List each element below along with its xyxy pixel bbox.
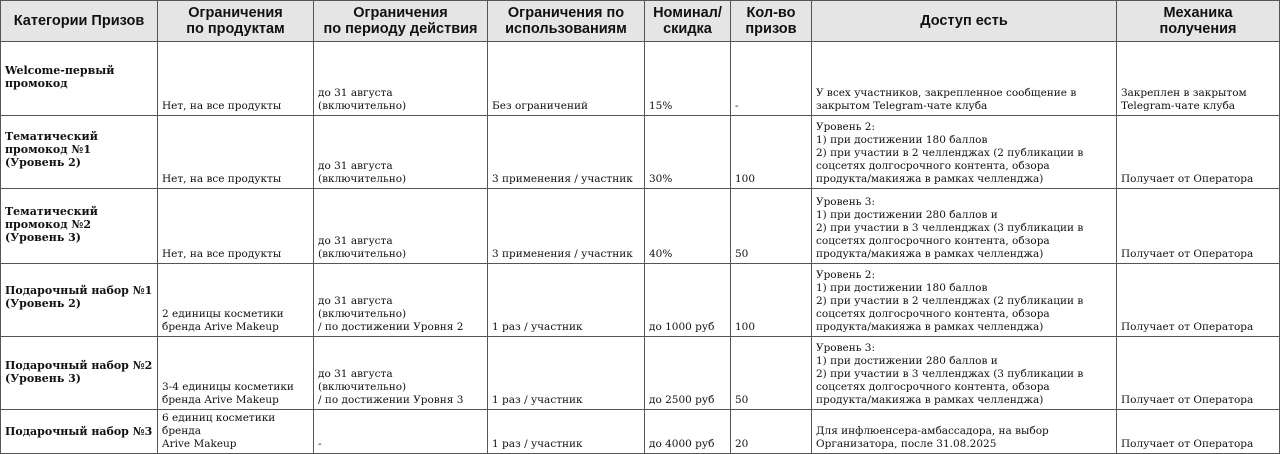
cell-mechanics: Закреплен в закрытом Telegram-чате клуба — [1117, 42, 1280, 116]
cell-mechanics: Получает от Оператора — [1117, 116, 1280, 189]
header-mechanics: Механика получения — [1117, 1, 1280, 42]
cell-usage: 3 применения / участник — [488, 189, 645, 264]
cell-products: Нет, на все продукты — [158, 42, 314, 116]
cell-products: 6 единиц косметики бренда Arive Makeup — [158, 410, 314, 454]
table-row — [1, 410, 1280, 454]
cell-access: Уровень 3: 1) при достижении 280 баллов и 2) при участии в 3 челленджах (3 публикации в соцсетях долгосрочного контента, обзора продукта/макияжа в рамках челленджа) — [812, 337, 1117, 410]
cell-products: Нет, на все продукты — [158, 116, 314, 189]
cell-mechanics: Получает от Оператора — [1117, 337, 1280, 410]
cell-period: до 31 августа (включительно) / по достижении Уровня 3 — [314, 337, 488, 410]
cell-products: 2 единицы косметики бренда Arive Makeup — [158, 264, 314, 337]
cell-category: Тематический промокод №1 (Уровень 2) — [1, 116, 158, 189]
cell-category: Тематический промокод №2 (Уровень 3) — [1, 189, 158, 264]
cell-count: 100 — [731, 264, 812, 337]
cell-count: 20 — [731, 410, 812, 454]
header-access: Доступ есть — [812, 1, 1117, 42]
cell-value: 15% — [645, 42, 731, 116]
cell-access: Для инфлюенсера-амбассадора, на выбор Организатора, после 31.08.2025 — [812, 410, 1117, 454]
cell-access: Уровень 3: 1) при достижении 280 баллов и 2) при участии в 3 челленджах (3 публикации в соцсетях долгосрочного контента, обзора продукта/макияжа в рамках челленджа) — [812, 189, 1117, 264]
cell-category: Подарочный набор №3 — [1, 410, 158, 454]
cell-usage: Без ограничений — [488, 42, 645, 116]
cell-category: Подарочный набор №2 (Уровень 3) — [1, 337, 158, 410]
cell-value: до 4000 руб — [645, 410, 731, 454]
cell-mechanics: Получает от Оператора — [1117, 264, 1280, 337]
cell-period: - — [314, 410, 488, 454]
cell-category: Подарочный набор №1 (Уровень 2) — [1, 264, 158, 337]
cell-period: до 31 августа (включительно) — [314, 42, 488, 116]
header-product-limits: Ограничения по продуктам — [158, 1, 314, 42]
cell-access: Уровень 2: 1) при достижении 180 баллов 2) при участии в 2 челленджах (2 публикации в соцсетях долгосрочного контента, обзора продукта/макияжа в рамках челленджа) — [812, 264, 1117, 337]
header-row — [1, 1, 1280, 42]
cell-value: до 1000 руб — [645, 264, 731, 337]
header-count: Кол-во призов — [731, 1, 812, 42]
header-period-limits: Ограничения по периоду действия — [314, 1, 488, 42]
cell-mechanics: Получает от Оператора — [1117, 189, 1280, 264]
cell-products: 3-4 единицы косметики бренда Arive Makeup — [158, 337, 314, 410]
cell-usage: 1 раз / участник — [488, 410, 645, 454]
cell-period: до 31 августа (включительно) / по достижении Уровня 2 — [314, 264, 488, 337]
cell-value: 30% — [645, 116, 731, 189]
cell-usage: 1 раз / участник — [488, 264, 645, 337]
cell-count: 50 — [731, 337, 812, 410]
header-usage-limits: Ограничения по использованиям — [488, 1, 645, 42]
cell-value: 40% — [645, 189, 731, 264]
cell-period: до 31 августа (включительно) — [314, 116, 488, 189]
cell-period: до 31 августа (включительно) — [314, 189, 488, 264]
cell-count: - — [731, 42, 812, 116]
cell-access: У всех участников, закрепленное сообщение в закрытом Telegram-чате клуба — [812, 42, 1117, 116]
cell-count: 100 — [731, 116, 812, 189]
table-row — [1, 42, 1280, 116]
cell-value: до 2500 руб — [645, 337, 731, 410]
table-row — [1, 337, 1280, 410]
table-row — [1, 189, 1280, 264]
cell-products: Нет, на все продукты — [158, 189, 314, 264]
cell-count: 50 — [731, 189, 812, 264]
cell-access: Уровень 2: 1) при достижении 180 баллов 2) при участии в 2 челленджах (2 публикации в соцсетях долгосрочного контента, обзора продукта/макияжа в рамках челленджа) — [812, 116, 1117, 189]
table-row — [1, 116, 1280, 189]
cell-usage: 3 применения / участник — [488, 116, 645, 189]
header-category: Категории Призов — [1, 1, 158, 42]
header-value: Номинал/ скидка — [645, 1, 731, 42]
table-row — [1, 264, 1280, 337]
cell-category: Welcome-первый промокод — [1, 42, 158, 116]
cell-usage: 1 раз / участник — [488, 337, 645, 410]
cell-mechanics: Получает от Оператора — [1117, 410, 1280, 454]
